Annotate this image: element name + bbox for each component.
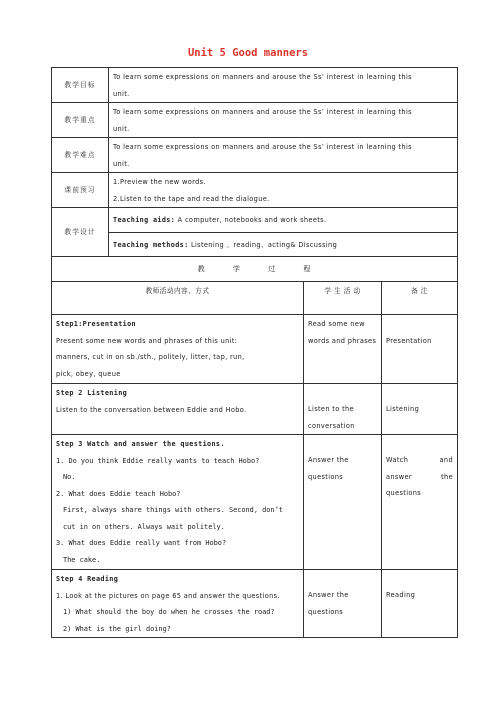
note-line (386, 469, 453, 486)
teaching-aids-value: A computer, notebooks and work sheets. (175, 216, 327, 225)
text-line: No. (63, 473, 76, 481)
step-2-note: Listening (382, 384, 458, 435)
header-student: 学 生 活 动 (304, 282, 382, 315)
text-line: 2) What is the girl doing? (63, 624, 171, 633)
page-title: Unit 5 Good manners (187, 47, 309, 59)
text-line: Listen to the conversation between Eddie and Hobo. (56, 405, 247, 414)
note-word: Watch (386, 456, 409, 464)
text-line: 1) What should the boy do when he crosses the road? (63, 608, 275, 616)
text-line: 3. What does Eddie really want from Hobo? (56, 539, 227, 547)
teaching-methods (109, 233, 458, 257)
row-goal (52, 68, 458, 103)
text-line: unit. (113, 89, 130, 98)
text-line: questions (308, 472, 344, 481)
process-heading: 教 学 过 程 (52, 257, 458, 282)
row-step-4 (52, 570, 458, 638)
text-line: To learn some expressions on manners and arouse the Ss’ interest in learning this (113, 143, 412, 151)
text-line: unit. (113, 159, 130, 168)
step-heading: Step1:Presentation (56, 320, 136, 328)
text-line: To learn some expressions on manners and arouse the Ss’ interest in learning this (113, 108, 412, 116)
text-line: cut in on others. Always wait politely. (63, 522, 225, 531)
text-line: 1. Look at the pictures on page 65 and answer the questions. (56, 591, 280, 600)
note-word: answer (386, 472, 412, 481)
row-step-3 (52, 435, 458, 570)
content-preview (109, 173, 458, 208)
text-line: 1. Do you think Eddie really wants to teach Hobo? (56, 456, 260, 465)
text-line: First, always share things with others. Second, don’t (63, 506, 283, 514)
teaching-aids (109, 208, 458, 233)
step-2-content (52, 384, 304, 435)
label-difficult: 教学难点 (52, 138, 109, 173)
text-line: questions (308, 607, 344, 616)
row-preview (52, 173, 458, 208)
teaching-methods-label: Teaching methods: (113, 240, 189, 249)
text-line: 2.Listen to the tape and read the dialogue. (113, 194, 270, 203)
text-line: 2. What does Eddie teach Hobo? (56, 489, 181, 498)
row-design-methods (52, 233, 458, 257)
step-heading: Step 4 Reading (56, 575, 119, 583)
text-line: The cake. (63, 555, 101, 564)
text-line: words and phrases (308, 336, 377, 345)
step-4-student (304, 570, 382, 638)
note-line: questions (386, 489, 422, 497)
lesson-plan-table-wrapper (51, 67, 457, 638)
text-line: Listen to the (308, 405, 354, 413)
step-2-student (304, 384, 382, 435)
text-line: conversation (308, 421, 355, 430)
note-line (386, 452, 453, 469)
row-step-1 (52, 315, 458, 384)
label-design: 教学设计 (52, 208, 109, 257)
text-line: Read some new (308, 320, 365, 328)
lesson-plan-table (51, 67, 458, 638)
text-line: 1.Preview the new words. (113, 178, 206, 186)
step-1-note: Presentation (382, 315, 458, 384)
label-preview: 课前预习 (52, 173, 109, 208)
text-line: To learn some expressions on manners and arouse the Ss’ interest in learning this (113, 73, 412, 81)
teaching-methods-value: Listening 、reading、acting& Discussing (188, 240, 338, 249)
step-heading: Step 2 Listening (56, 389, 128, 397)
step-3-content (52, 435, 304, 570)
step-3-note (382, 435, 458, 570)
step-4-note: Reading (382, 570, 458, 638)
row-key (52, 103, 458, 138)
text-line: manners, cut in on sb./sth., politely, litter, tap, run, (56, 353, 245, 361)
header-note: 备 注 (382, 282, 458, 315)
content-difficult (109, 138, 458, 173)
step-heading: Step 3 Watch and answer the questions. (56, 440, 225, 448)
content-goal (109, 68, 458, 103)
row-process (52, 257, 458, 282)
header-teacher: 教师活动内容、方式 (52, 282, 304, 315)
note-word: the (441, 472, 453, 481)
text-line: Present some new words and phrases of this unit: (56, 336, 238, 345)
content-key (109, 103, 458, 138)
label-goal: 教学目标 (52, 68, 109, 103)
step-4-content (52, 570, 304, 638)
row-column-headers (52, 282, 458, 315)
text-line: Answer the (308, 591, 349, 599)
step-1-content (52, 315, 304, 384)
label-key: 教学重点 (52, 103, 109, 138)
row-difficult (52, 138, 458, 173)
text-line: pick, obey, queue (56, 369, 121, 378)
text-line: Answer the (308, 456, 349, 464)
teaching-aids-label: Teaching aids: (113, 216, 176, 225)
row-design-aids (52, 208, 458, 233)
step-1-student (304, 315, 382, 384)
row-step-2 (52, 384, 458, 435)
text-line: unit. (113, 124, 130, 133)
note-word: and (439, 456, 453, 464)
step-3-student (304, 435, 382, 570)
